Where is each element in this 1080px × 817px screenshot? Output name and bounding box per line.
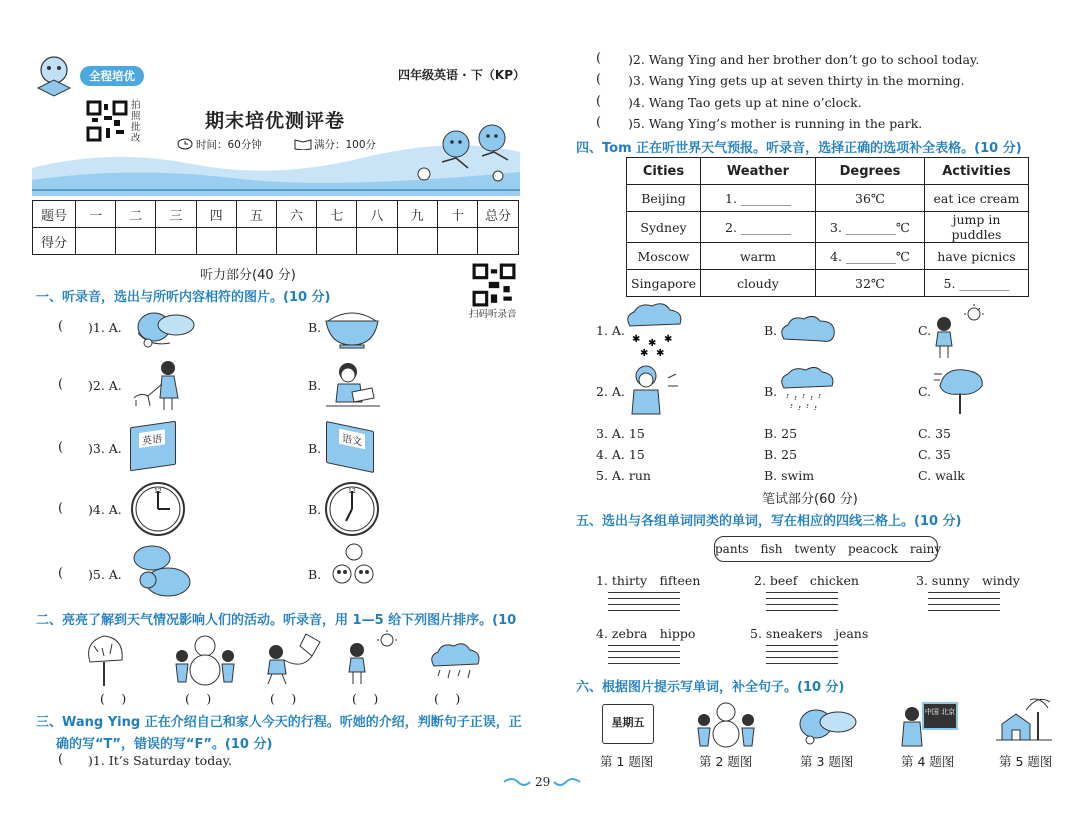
weather-table-row [627,243,1029,270]
question-number: )1. A. [88,320,122,335]
section-5-title: 五、选出与各组单词同类的单词，写在相应的四线三格上。(10 分) [576,514,962,529]
table-cell: jump in puddles [924,212,1028,243]
option-label: 2. A. [596,384,625,399]
weather-table-row [627,185,1029,212]
option-label: 1. A. [596,323,625,338]
table-cell: Sydney [627,212,701,243]
windy-tree-picture[interactable] [934,364,988,416]
option-label: 4. A. 15 [596,447,645,462]
word-group: 3. sunny windy [916,573,1020,588]
exam-full-score: 满分：100分 [314,139,377,151]
four-line-grid[interactable] [766,592,838,616]
svg-text:✱: ✱ [640,348,649,358]
svg-text:✱: ✱ [632,334,641,345]
score-cell[interactable] [156,228,196,255]
question-number: )4. A. [88,502,122,517]
kids-snowman-picture[interactable] [696,700,756,748]
word-bank: pants fish twenty peacock rainy [714,536,938,562]
svg-text:✱: ✱ [656,348,665,358]
listening-part-title: 听力部分(40 分) [200,268,296,283]
tree-rain-picture[interactable] [84,632,128,686]
page-ornament-left-icon [502,776,532,788]
snow-cloud-picture[interactable] [622,302,686,358]
header-banner-illustration [32,118,520,196]
score-cell[interactable] [276,228,316,255]
question-number: )2. A. [88,378,122,393]
heavy-rain-picture[interactable] [778,366,838,412]
score-cell[interactable] [357,228,397,255]
table-cell: 32℃ [815,270,924,297]
weather-table-row [627,212,1029,243]
kids-snowman-picture[interactable] [174,630,236,686]
column-header: Activities [924,158,1028,185]
girl-reading-picture[interactable] [322,358,382,410]
option-label: B. [764,384,778,399]
weather-table-row [627,270,1029,297]
chinese-book-picture[interactable] [326,421,374,473]
four-line-grid[interactable] [608,592,680,616]
option-label: C. 35 [918,447,951,462]
score-header-cell: 八 [357,201,397,228]
score-cell[interactable] [437,228,477,255]
cloudy-picture[interactable] [778,313,838,345]
house-tree-picture[interactable] [996,694,1052,746]
option-b-label: B. [308,441,322,456]
column-header: Degrees [815,158,924,185]
score-table [32,200,519,255]
answer-paren[interactable]: ( [596,94,602,109]
page-number: 29 [535,775,551,789]
exam-title: 期末培优测评卷 [205,110,346,132]
english-book-picture[interactable] [130,421,176,471]
girl-walking-dog-picture[interactable] [126,358,186,414]
answer-paren[interactable]: ( [596,51,602,66]
table-cell: Beijing [627,185,701,212]
vegetables-picture[interactable] [130,303,200,349]
score-header-cell: 十 [437,201,477,228]
option-b-label: B. [308,320,322,335]
subject-label: 四年级英语 · 下（KP） [398,68,526,82]
answer-paren[interactable]: ( [596,115,602,130]
word-group: 2. beef chicken [754,573,859,588]
option-label: 5. A. run [596,468,651,483]
option-b-label: B. [308,502,322,517]
section-2-title: 二、亮亮了解到天气情况影响人们的活动。听录音，用 1—5 给下列图片排序。(10 [36,613,517,628]
order-paren[interactable]: ( ) [434,691,461,706]
score-header-cell: 九 [397,201,437,228]
weather-table [626,157,1029,297]
rice-bowl-picture[interactable] [322,305,382,349]
mascot-icon [28,48,80,100]
bears-picture[interactable] [128,542,194,600]
score-cell[interactable] [478,228,519,255]
score-header-cell: 题号 [33,201,76,228]
score-cell[interactable] [317,228,357,255]
question-number: )3. A. [88,441,122,456]
order-paren[interactable]: ( ) [270,691,297,706]
word-group: 5. sneakers jeans [750,626,869,641]
qr-caption: 拍照批改 [131,100,141,144]
tf-statement: )2. Wang Ying and her brother don’t go to school today. [628,52,980,67]
option-label: C. walk [918,468,965,483]
score-header-cell: 六 [276,201,316,228]
table-cell: cloudy [700,270,815,297]
svg-text:12: 12 [154,488,162,495]
score-header-cell: 总分 [478,201,519,228]
option-label: 3. A. 15 [596,426,645,441]
score-row-label: 得分 [33,228,76,255]
picture-caption: 第 1 题图 [600,754,654,769]
score-header-cell: 二 [116,201,156,228]
score-cell[interactable] [236,228,276,255]
order-paren[interactable]: ( ) [100,691,127,706]
tf-statement: )3. Wang Ying gets up at seven thirty in the morning. [628,73,965,88]
score-cell[interactable] [76,228,116,255]
section-3-title-line1: 三、Wang Ying 正在介绍自己和家人今天的行程。听她的介绍，判断句子正误，正 [36,715,522,730]
score-table-header-row [33,201,519,228]
word-group: 4. zebra hippo [596,626,696,641]
four-line-grid[interactable] [766,645,838,669]
score-header-cell: 三 [156,201,196,228]
vegetables-picture[interactable] [794,702,858,746]
option-label: B. swim [764,468,815,483]
table-cell[interactable]: 3. ________℃ [815,212,924,243]
answer-paren[interactable]: ( [58,501,64,516]
calendar-picture[interactable]: 星期五 [602,704,654,744]
weather-table-header [627,158,1029,185]
rain-cloud-picture[interactable] [426,640,484,684]
teacher-blackboard-picture[interactable] [900,700,960,748]
answer-paren[interactable]: ( [596,72,602,87]
option-b-label: B. [308,378,322,393]
table-cell[interactable]: 1. ________ [700,185,815,212]
svg-text:✱: ✱ [664,334,673,345]
tf-statement: )4. Wang Tao gets up at nine o’clock. [628,95,862,110]
listening-qr-code-icon[interactable] [472,263,516,307]
option-label: C. [918,323,932,338]
boy-sunny-picture[interactable] [930,304,988,360]
listening-qr-caption: 扫码听录音 [469,309,517,320]
question-number: )5. A. [88,567,122,582]
option-label: B. 25 [764,426,798,441]
exam-time: 时间：60分钟 [196,139,262,151]
pandas-picture[interactable] [330,542,376,586]
order-paren[interactable]: ( ) [185,691,212,706]
option-label: C. 35 [918,426,951,441]
table-cell: eat ice cream [924,185,1028,212]
boy-kite-picture[interactable] [262,630,328,686]
four-line-grid[interactable] [608,645,680,669]
score-table-row [33,228,519,255]
clock-3-oclock-picture[interactable] [130,481,186,537]
picture-caption: 第 5 题图 [999,754,1053,769]
answer-paren[interactable]: ( [58,566,64,581]
book-label: 语文 [339,429,365,450]
answer-paren[interactable]: ( [58,440,64,455]
girl-cold-picture[interactable] [624,362,682,420]
boy-sunny-picture[interactable] [343,630,399,686]
answer-paren[interactable]: ( [58,319,64,334]
svg-text:12: 12 [348,488,356,495]
table-cell: have picnics [924,243,1028,270]
column-header: Weather [700,158,815,185]
option-label: C. [918,384,932,399]
table-cell: Moscow [627,243,701,270]
picture-caption: 第 3 题图 [800,754,854,769]
teacher-icon [900,706,924,748]
picture-caption: 第 2 题图 [699,754,753,769]
blackboard: 中国 北京 [922,702,958,730]
program-badge: 全程培优 [80,66,144,86]
table-cell[interactable]: 4. ________℃ [815,243,924,270]
option-label: B. [764,323,778,338]
picture-caption: 第 4 题图 [901,754,955,769]
section-6-title: 六、根据图片提示写单词，补全句子。(10 分) [576,680,845,695]
score-cell[interactable] [196,228,236,255]
answer-paren[interactable]: ( [58,377,64,392]
table-cell[interactable]: 2. ________ [700,212,815,243]
score-cell[interactable] [397,228,437,255]
table-cell[interactable]: 5. ________ [924,270,1028,297]
score-header-cell: 四 [196,201,236,228]
book-label: 英语 [139,429,165,448]
writing-part-title: 笔试部分(60 分) [762,492,858,507]
answer-paren[interactable]: ( [58,752,64,767]
score-header-cell: 七 [317,201,357,228]
clock-7-oclock-picture[interactable] [324,481,380,537]
option-b-label: B. [308,567,322,582]
page-ornament-right-icon [552,776,582,788]
table-cell: warm [700,243,815,270]
section-3-title-line2: 确的写“T”，错误的写“F”。(10 分) [56,737,273,752]
table-cell: 36℃ [815,185,924,212]
order-paren[interactable]: ( ) [352,691,379,706]
score-cell[interactable] [116,228,156,255]
score-header-cell: 一 [76,201,116,228]
column-header: Cities [627,158,701,185]
four-line-grid[interactable] [928,592,1000,616]
svg-text:✱: ✱ [648,338,657,349]
tf-statement: )1. It’s Saturday today. [88,753,233,768]
tf-statement: )5. Wang Ying’s mother is running in the park. [628,116,923,131]
section-4-title: 四、Tom 正在听世界天气预报。听录音，选择正确的选项补全表格。(10 分) [576,141,1022,156]
table-cell: Singapore [627,270,701,297]
score-header-cell: 五 [236,201,276,228]
option-label: B. 25 [764,447,798,462]
word-group: 1. thirty fifteen [596,573,701,588]
section-1-title: 一、听录音，选出与所听内容相符的图片。(10 分) [36,290,331,305]
